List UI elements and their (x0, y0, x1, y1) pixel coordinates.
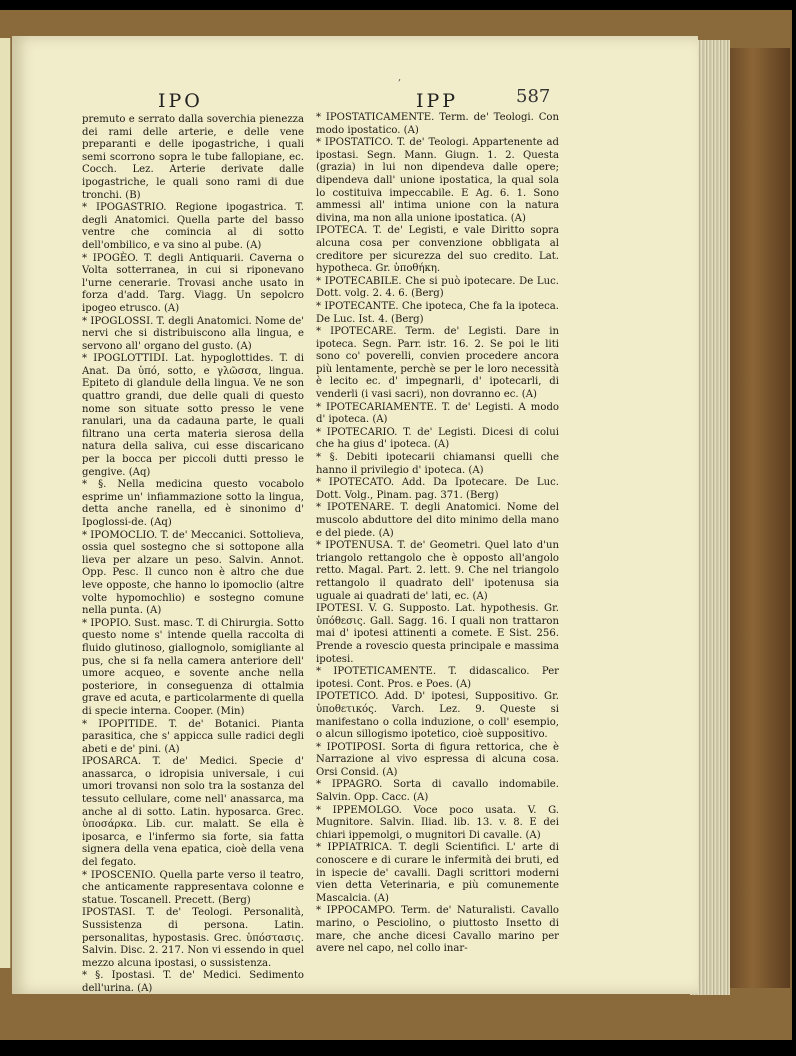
entry: * IPPEMOLGO. Voce poco usata. V. G. Mugnitore. Salvin. Iliad. lib. 13. v. 8. E dei chiari ippemolgi, o mugnitori Di cavalle. (A) (316, 804, 559, 841)
right-column (316, 112, 559, 956)
entry: IPOTESI. V. G. Supposto. Lat. hypothesis. Gr. ὑπόθεσις. Gall. Sagg. 16. I quali non trattaron mai d' ipotesi attinenti a comete. E Sist. 256. Prende a rovescio questa principale e massima ipotesi. (316, 603, 559, 665)
entry: * IPOTECABILE. Che si può ipotecare. De Luc. Dott. volg. 2. 4. 6. (Berg) (316, 275, 559, 300)
entry: * IPOTIPOSI. Sorta di figura rettorica, che è Narrazione al vivo espressa di alcuna cosa. Orsi Consid. (A) (316, 741, 559, 778)
entry: * IPOSCENIO. Quella parte verso il teatro, che anticamente rappresentava colonne e statue. Toscanell. Precett. (Berg) (82, 869, 304, 906)
entry: IPOTECA. T. de' Legisti, e vale Diritto sopra alcuna cosa per convenzione obbligata al creditore per sicurezza del suo credito. Lat. hypotheca. Gr. ὑποθήκη. (316, 225, 559, 275)
entry: * IPOTECARE. Term. de' Legisti. Dare in ipoteca. Segn. Parr. istr. 16. 2. Se poi le liti sono co' poverelli, convien procedere ancora più lentamente, perchè se per le loro necessità è lecito ec. d' impegnarli, d' ipotecarli, di venderli (i vasi sacri), non dovranno ec. (A) (316, 326, 559, 401)
entry: IPOSARCA. T. de' Medici. Specie d' anassarca, o idropisia universale, i cui umori trovansi non solo tra la sostanza del tessuto cellulare, come nell' anassarca, ma anche al di sotto. Latin. hyposarca. Grec. ὑποσάρκα. Lib. cur. malatt. Se ella è iposarca, e l'infermo sia forte, sia fatta signera della vena epatica, cioè della vena del fegato. (82, 756, 304, 869)
printer-mark: , (398, 72, 402, 83)
entry: * IPOPITIDE. T. de' Botanici. Pianta parasitica, che s' appicca sulle radici degli abeti e de' pini. (A) (82, 718, 304, 755)
entry: * IPOGLOTTIDI. Lat. hypoglottides. T. di Anat. Da ὑπό, sotto, e γλῶσσα, lingua. Epiteto di glandule della lingua. Ve ne son quattro grandi, due delle quali di questo nome son situate sotto presso le vene ranulari, una da cadauna parte, le quali filtrano una certa materia sierosa della natura della saliva, cui esse discaricano per la bocca per piccoli dutti presso le gengive. (Aq) (82, 353, 304, 478)
entry: * IPOGASTRIO. Regione ipogastrica. T. degli Anatomici. Quella parte del basso ventre che comincia al di sotto dell'ombilico, e va sino al pube. (A) (82, 202, 304, 251)
entry: * §. Nella medicina questo vocabolo esprime un' infiammazione sotto la lingua, detta anche ranella, ed è sinonimo d' Ipoglossi-de. (Aq) (82, 479, 304, 528)
entry: IPOTETICO. Add. D' ipotesi, Suppositivo. Gr. ὑποθετικός. Varch. Lez. 9. Queste si manifestano o colla induzione, o coll' esempio, o alcun sillogismo ipotetico, cioè suppositivo. (316, 691, 559, 741)
entry: IPOSTASI. T. de' Teologi. Personalità, Sussistenza di persona. Latin. personalitas, hypostasis. Grec. ὑπόστασις. Salvin. Disc. 2. 217. Non vi essendo in quel mezzo alcuna ipostasi, o sussistenza. (82, 907, 304, 969)
left-column (82, 114, 304, 996)
entry: * IPOTENARE. T. degli Anatomici. Nome del muscolo abduttore del dito minimo della mano e del piede. (A) (316, 502, 559, 539)
entry: premuto e serrato dalla soverchia pienezza dei rami delle arterie, e delle vene preparanti e delle ipogastriche, i quali semi scorrono sopra le tube fallopiane, ec. Cocch. Lez. Arterie derivate dalle ipogastriche, le quali sono rami di due tronchi. (B) (82, 114, 304, 201)
entry: * IPPIATRICA. T. degli Scientifici. L' arte di conoscere e di curare le infermità dei bruti, ed in ispecie de' cavalli. Dagli scrittori moderni vien detta Veterinaria, e più comunemente Mascalcia. (A) (316, 842, 559, 904)
entry: * IPOTENUSA. T. de' Geometri. Quel lato d'un triangolo rettangolo che è opposto all'angolo retto. Magal. Part. 2. lett. 9. Che nel triangolo rettangolo il quadrato dell' ipotenusa sia uguale ai quadrati de' lati, ec. (A) (316, 540, 559, 602)
entry: * IPOPIO. Sust. masc. T. di Chirurgia. Sotto questo nome s' intende quella raccolta di fluido glutinoso, giallognolo, somigliante al pus, che si fa nella camera anteriore dell' umore acqueo, e sovente anche nella posteriore, in conseguenza di ottalmia grave ed acuta, e particolarmente di quella di specie interna. Cooper. (Min) (82, 617, 304, 717)
entry: * §. Ipostasi. T. de' Medici. Sedimento dell'urina. (A) (82, 970, 304, 994)
entry: * IPOGÈO. T. degli Antiquarii. Caverna o Volta sotterranea, in cui si riponevano l'urne cenerarie. Trovasi anche usato in forza d'add. Targ. Viagg. Un sepolcro ipogeo etrusco. (A) (82, 252, 304, 314)
entry: * IPOTECANTE. Che ipoteca, Che fa la ipoteca. De Luc. Ist. 4. (Berg) (316, 300, 559, 325)
entry: * IPOTECATO. Add. Da Ipotecare. De Luc. Dott. Volg., Pinam. pag. 371. (Berg) (316, 477, 559, 501)
running-head-left: IPO (158, 90, 203, 112)
page-number: 587 (516, 86, 551, 107)
previous-page-edge (0, 38, 11, 968)
entry: * IPOTETICAMENTE. T. didascalico. Per ipotesi. Cont. Pros. e Poes. (A) (316, 666, 559, 690)
entry: * IPOTECARIO. T. de' Legisti. Dicesi di colui che ha gius d' ipoteca. (A) (316, 426, 559, 451)
book-cover-edge (728, 48, 790, 988)
entry: * IPOGLOSSI. T. degli Anatomici. Nome de' nervi che si distribuiscono alla lingua, e servono all' organo del gusto. (A) (82, 315, 304, 352)
entry: * IPOSTATICAMENTE. Term. de' Teologi. Con modo ipostatico. (A) (316, 112, 559, 136)
entry: * IPOMOCLIO. T. de' Meccanici. Sottolieva, ossia quel sostegno che si sottopone alla lieva per alzare un peso. Salvin. Annot. Opp. Pesc. Il cunco non è altro che due leve opposte, che hanno lo ipomoclio (altre volte hypomochlio) e sostegno comune nella punta. (A) (82, 529, 304, 617)
running-head-right: IPP (416, 90, 459, 112)
entry: * IPOTECARIAMENTE. T. de' Legisti. A modo d' ipoteca. (A) (316, 401, 559, 426)
entry: * IPPOCAMPO. Term. de' Naturalisti. Cavallo marino, o Pesciolino, o piuttosto Insetto di mare, che anche dicesi Cavallo marino per avere nel capo, nel collo inar- (316, 905, 559, 955)
entry: * §. Debiti ipotecarii chiamansi quelli che hanno il privilegio d' ipoteca. (A) (316, 452, 559, 476)
entry: * IPOSTATICO. T. de' Teologi. Appartenente ad ipostasi. Segn. Mann. Giugn. 1. 2. Questa (grazia) in lui non dipendeva dalle opere; dipendeva dall' unione ipostatica, la qual sola lo costituiva impeccabile. E Ag. 6. 1. Sono ammessi all' intima unione con la natura divina, ma non alla unione ipostatica. (A) (316, 137, 559, 224)
entry: * IPPAGRO. Sorta di cavallo indomabile. Salvin. Opp. Cacc. (A) (316, 779, 559, 804)
